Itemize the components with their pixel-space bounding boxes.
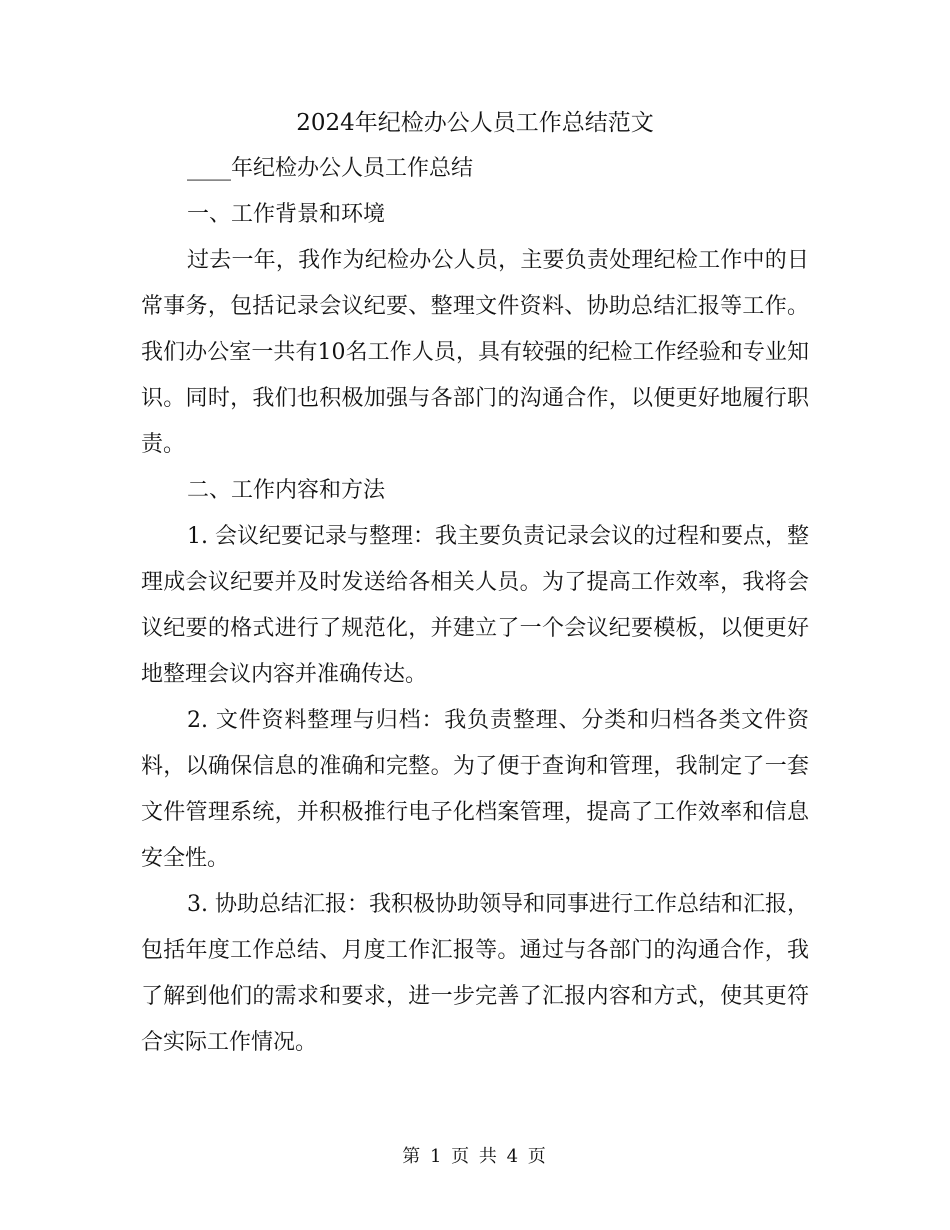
paragraph-item-2: 2. 文件资料整理与归档：我负责整理、分类和归档各类文件资料，以确保信息的准确和完整。为了便于查询和管理，我制定了一套文件管理系统，并积极推行电子化档案管理，提高了工作效率和信息安全性。 bbox=[141, 708, 809, 871]
page-number-footer: 第 1 页 共 4 页 bbox=[402, 1146, 548, 1167]
paragraph-item-1: 1. 会议纪要记录与整理：我主要负责记录会议的过程和要点，整理成会议纪要并及时发送给各相关人员。为了提高工作效率，我将会议纪要的格式进行了规范化，并建立了一个会议纪要模板，以便更好地整理会议内容并准确传达。 bbox=[141, 524, 809, 687]
paragraph-item-3: 3. 协助总结汇报：我积极协助领导和同事进行工作总结和汇报，包括年度工作总结、月度工作汇报等。通过与各部门的沟通合作，我了解到他们的需求和要求，进一步完善了汇报内容和方式，使其更符合实际工作情况。 bbox=[141, 892, 809, 1055]
section-heading-content: 二、工作内容和方法 bbox=[187, 478, 386, 503]
paragraph-background: 过去一年，我作为纪检办公人员，主要负责处理纪检工作中的日常事务，包括记录会议纪要、整理文件资料、协助总结汇报等工作。我们办公室一共有10名工作人员，具有较强的纪检工作经验和专业知识。同时，我们也积极加强与各部门的沟通合作，以便更好地履行职责。 bbox=[141, 248, 809, 457]
document-title: 2024年纪检办公人员工作总结范文 bbox=[296, 110, 654, 136]
section-heading-background: 一、工作背景和环境 bbox=[187, 202, 386, 227]
document-body bbox=[141, 100, 809, 1066]
paragraph-subtitle: ____年纪检办公人员工作总结 bbox=[187, 156, 474, 181]
